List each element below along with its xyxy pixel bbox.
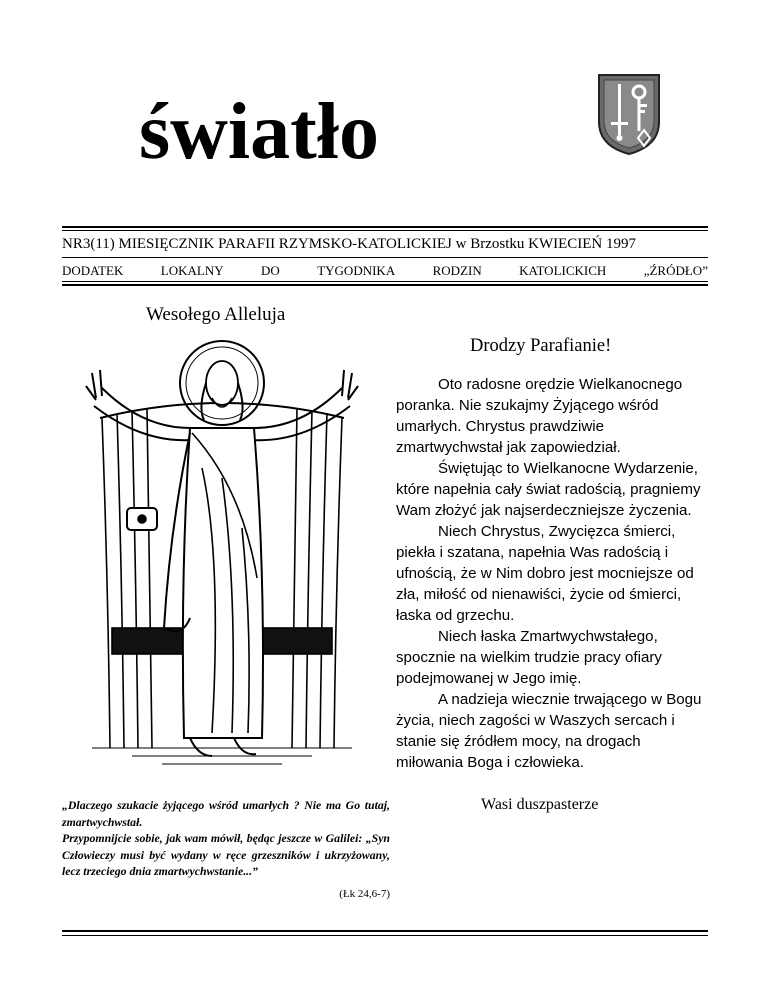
letter-paragraph: Niech łaska Zmartwychwstałego, spocznie na wielkim trudzie pracy ofiary podejmowanej w Jego imię. — [396, 628, 662, 687]
masthead-title: światło — [139, 88, 379, 176]
letter-paragraph: Niech Chrystus, Zwycięzca śmierci, piekła i szatana, napełnia Was radością i ufnością, że w Nim dobro jest mocniejsze od zła, miłość od nienawiści, życie od śmierci, łaska od grzechu. — [396, 523, 694, 624]
scripture-caption — [62, 797, 390, 880]
caption-line: „Dlaczego szukacie żyjącego wśród umarłych ? Nie ma Go tutaj, zmartwychwstał. — [62, 798, 390, 829]
supplement-word: KATOLICKICH — [519, 263, 607, 278]
coat-of-arms-icon — [593, 72, 665, 156]
header-rule-bottom-thick — [62, 284, 708, 286]
risen-christ-icon — [72, 328, 372, 768]
supplement-line — [62, 264, 708, 277]
supplement-word: TYGODNIKA — [317, 263, 396, 278]
header-rule-middle — [62, 257, 708, 258]
supplement-word: DO — [261, 263, 280, 278]
supplement-word: RODZIN — [432, 263, 482, 278]
header-rule-bottom — [62, 281, 708, 282]
footer-rule-thin — [62, 935, 708, 936]
supplement-word: „ŹRÓDŁO” — [643, 263, 708, 278]
header-rule-top-thin — [62, 230, 708, 231]
scripture-citation: (Łk 24,6-7) — [339, 888, 390, 900]
footer-rule-thick — [62, 930, 708, 932]
letter-title: Drodzy Parafianie! — [470, 336, 612, 356]
header-rule-top — [62, 226, 708, 228]
supplement-word: DODATEK — [62, 263, 124, 278]
supplement-word: LOKALNY — [160, 263, 224, 278]
issue-line: NR3(11) MIESIĘCZNIK PARAFII RZYMSKO-KATOLICKIEJ w Brzostku KWIECIEŃ 1997 — [62, 236, 637, 252]
letter-paragraph: Świętując to Wielkanocne Wydarzenie, które napełnia cały świat radością, pragniemy Wam złożyć jak najserdeczniejsze życzenia. — [396, 460, 701, 519]
letter-body — [396, 374, 708, 773]
greeting-heading: Wesołego Alleluja — [146, 304, 286, 325]
letter-signature: Wasi duszpasterze — [481, 796, 599, 813]
caption-line: Przypomnijcie sobie, jak wam mówił, będąc jeszcze w Galilei: „Syn Człowieczy musi być wydany w ręce grzeszników i ukrzyżowany, lecz trzeciego dnia zmartwychwstanie...” — [62, 831, 390, 878]
letter-paragraph: A nadzieja wiecznie trwającego w Bogu życia, niech zagości w Waszych sercach i stanie się źródłem mocy, na drogach miłowania Boga i człowieka. — [396, 691, 702, 771]
letter-paragraph: Oto radosne orędzie Wielkanocnego poranka. Nie szukajmy Żyjącego wśród umarłych. Chrystus prawdziwie zmartwychwstał jak zapowiedział. — [396, 376, 683, 456]
